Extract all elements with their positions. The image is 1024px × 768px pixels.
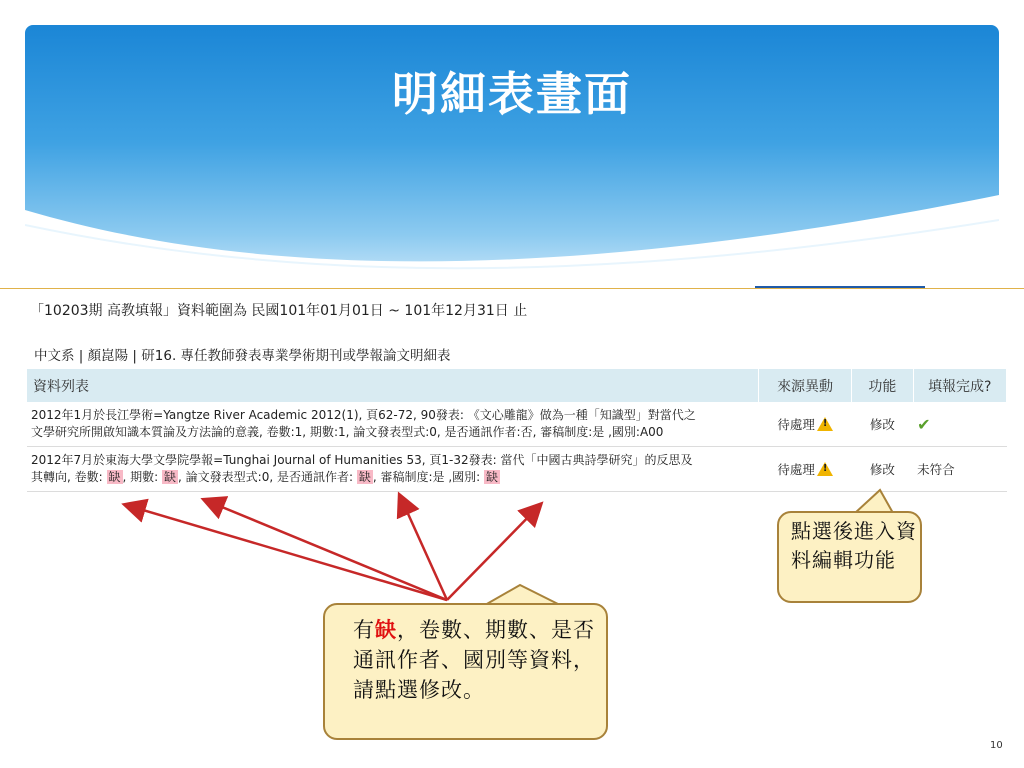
callout-pointer: [855, 490, 893, 513]
data-range-text: 「10203期 高教填報」資料範圍為 民國101年01月01日 ~ 101年12月31日 止: [30, 303, 528, 319]
text-segment: 其轉向, 卷數:: [31, 470, 107, 484]
row-text-line: 文學研究所開啟知識本質論及方法論的意義, 卷數:1, 期數:1, 論文發表型式:0, 是否通訊作者:否, 審稿制度:是 ,國別:A00: [31, 425, 664, 439]
arrow: [447, 505, 540, 600]
status-label: 待處理: [777, 462, 815, 477]
missing-hint-word: 缺: [375, 617, 397, 642]
page-number: 10: [990, 740, 1003, 751]
missing-badge: 缺: [486, 470, 499, 484]
row-text-line: 2012年1月於長江學術=Yangtze River Academic 2012(1), 頁62-72, 90發表: 《文心雕龍》做為一種「知識型」對當代之: [31, 408, 696, 422]
checkmark-icon: ✔: [917, 414, 931, 434]
missing-hint-prefix: 有: [353, 618, 375, 642]
text-segment: , 論文發表型式:0, 是否通訊作者:: [178, 470, 357, 484]
edit-link[interactable]: 修改: [852, 402, 913, 447]
missing-hint-text: ，卷數、期數、是否通訊作者、國別等資料，請點選修改。: [353, 618, 595, 702]
missing-hint-callout: [323, 603, 608, 740]
status-label: 待處理: [777, 417, 815, 432]
edit-hint-callout: [777, 511, 922, 603]
edit-hint-text: 點選後進入資料編輯功能: [791, 519, 917, 572]
header-function: 功能: [852, 369, 913, 402]
arrow: [126, 505, 447, 600]
missing-badge: 缺: [108, 470, 121, 484]
text-segment: , 期數:: [122, 470, 163, 484]
missing-badge: 缺: [358, 470, 371, 484]
callout-pointer: [485, 585, 560, 605]
text-segment: , 審稿制度:是 ,國別:: [372, 470, 485, 484]
missing-badge: 缺: [164, 470, 177, 484]
header-source-change: 來源異動: [758, 369, 851, 402]
breadcrumb: 中文系 | 顏崑陽 | 研16. 專任教師發表專業學術期刊或學報論文明細表: [34, 348, 451, 364]
slide-title: 明細表畫面: [392, 67, 632, 121]
arrows: [126, 496, 540, 600]
edit-link[interactable]: 修改: [852, 447, 913, 492]
arrow: [205, 500, 447, 600]
row-text-line: 2012年7月於東海大學文學院學報=Tunghai Journal of Humanities 53, 頁1-32發表: 當代「中國古典詩學研究」的反思及: [31, 453, 693, 467]
row-done: 未符合: [913, 447, 1006, 492]
header-data-list: 資料列表: [27, 369, 758, 402]
header-completed: 填報完成?: [913, 369, 1006, 402]
